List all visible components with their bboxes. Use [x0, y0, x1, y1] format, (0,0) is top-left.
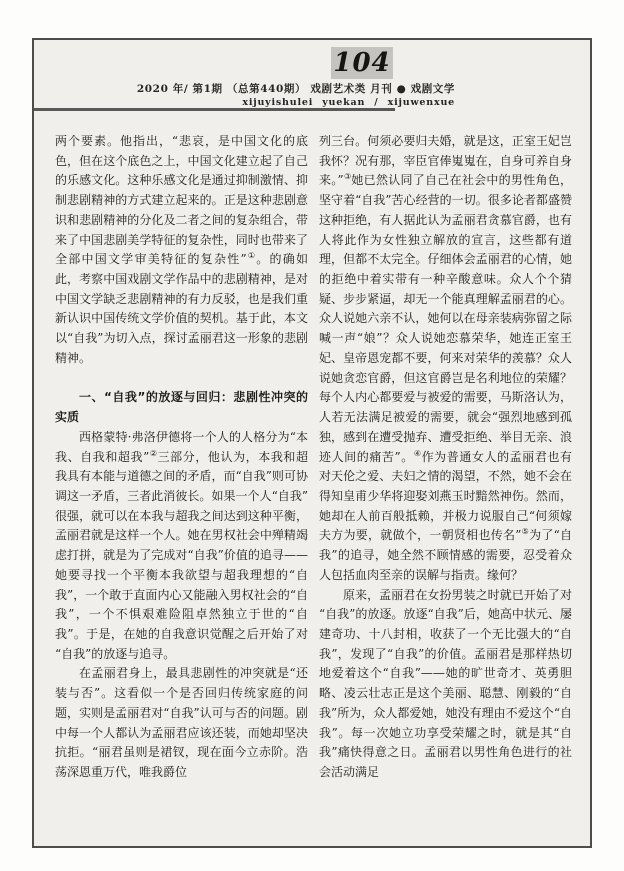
journal-pinyin: xijuyishulei yuekan / xijuwenxue: [242, 97, 455, 108]
header-rule: [34, 108, 395, 111]
paragraph: 在孟丽君身上，最具悲剧性的冲突就是“还装与否”。这看似一个是否回归传统家庭的问题，实则是孟丽君对“自我”认可与否的问题。剧中每一个人都认为孟丽君应该还装，而她却坚决抗拒。“丽君虽则是裙钗，现在面今立赤阶。浩荡深恩重万代，唯我爵位: [55, 666, 308, 779]
footnote-ref: ⑤: [521, 527, 530, 537]
footnote-ref: ③: [343, 172, 352, 182]
footnote-ref: ①: [246, 251, 257, 261]
page-number-badge: [331, 47, 393, 79]
paragraph: 西格蒙特·弗洛伊德将一个人的人格分为“本我、自我和超我”②三部分，他认为，本我和超我具有本能与道德之间的矛盾，而“自我”则可协调这一矛盾，三者此消彼长。如果一个人“自我”很强，就可以在本我与超我之间达到这种平衡，孟丽君就是这样一个人。她在男权社会中殚精竭虑打拼，就是为了完成对“自我”价值的追寻——她要寻找一个平衡本我欲望与超我理想的“自我”，一个敢于直面内心又能融入男权社会的“自我”，一个不惧艰难险阻卓然独立于世的“自我”。于是，在她的自我意识觉醒之后开始了对“自我”的放逐与追寻。: [55, 429, 308, 661]
article-body: [55, 132, 572, 783]
footnote-ref: ④: [413, 448, 422, 458]
footnote-ref: ②: [149, 448, 158, 458]
journal-header: [137, 83, 455, 109]
section-heading: 一、“自我”的放逐与回归：悲剧性冲突的实质: [55, 390, 308, 425]
journal-issue-info: 2020 年/ 第1期 （总第440期） 戏剧艺术类 月刊 ● 戏剧文学: [136, 83, 455, 95]
paragraph: 列三台。何须必要归夫婚，就是这，正室王妃岂我怀？况有那，宰臣官俸嵬嵬在，自身可养自身来。”③她已然认同了自己在社会中的男性角色，坚守着“自我”苦心经营的一切。很多论者都盛赞这种拒绝，有人据此认为孟丽君贪慕官爵，也有人将此作为女性独立解放的宣言，这些都有道理，但都不太完全。仔细体会孟丽君的心情，她的拒绝中着实带有一种辛酸意味。众人个个猜疑、步步紧逼，却无一个能真理解孟丽君的心。众人说她六亲不认，她何以在母亲装病弥留之际喊一声“娘”？众人说她恋慕荣华，她连正室王妃、皇帝恩宠都不要，何来对荣华的羡慕？众人说她贪恋官爵，但这官爵岂是名利地位的荣耀？每个人内心都要爱与被爱的需要，马斯洛认为，人若无法满足被爱的需要，就会“强烈地感到孤独，感到在遭受抛弃、遭受拒绝、举目无亲、浪迹人间的痛苦”。④作为普通女人的孟丽君也有对天伦之爱、夫妇之情的渴望，不然，她不会在得知皇甫少华将迎娶刘燕玉时黯然神伤。然而，她却在人前百般抵赖，并极力说服自己“何须嫁夫方为要，就做个，一朝贤相也传名”⑤为了“自我”的追寻，她全然不顾情感的需要，忍受着众人包括血肉至亲的误解与指责。缘何？: [319, 134, 573, 582]
page-number: 104: [333, 48, 391, 78]
text-column-right: [319, 132, 572, 783]
paragraph: 两个要素。他指出，“悲哀，是中国文化的底色，但在这个底色之上，中国文化建立起了自己的乐感文化。这种乐感文化是通过抑制激情、抑制悲剧精神的方式建立起来的。正是这种悲剧意识和悲剧精神的分化及二者之间的复杂组合，带来了中国悲剧美学特征的复杂性，同时也带来了全部中国文学审美特征的复杂性”①。的确如此，考察中国戏剧文学作品中的悲剧精神，是对中国文学缺乏悲剧精神的有力反驳，也是我们重新认识中国传统文学价值的契机。基于此，本文以“自我”为切入点，探讨孟丽君这一形象的悲剧精神。: [55, 134, 309, 365]
text-column-left: [55, 132, 308, 783]
journal-page: [32, 38, 592, 848]
paragraph: 原来，孟丽君在女扮男装之时就已开始了对“自我”的放逐。放逐“自我”后，她高中状元、屡建奇功、十八封相，收获了一个无比强大的“自我”，发现了“自我”的价值。孟丽君是那样热切地爱着这个“自我”——她的旷世奇才、英勇胆略、凌云壮志正是这个美丽、聪慧、刚毅的“自我”所为，众人都爱她，她没有理由不爱这个“自我”。每一次她立功享受荣耀之时，就是其“自我”痛快得意之日。孟丽君以男性角色进行的社会活动满足: [319, 587, 572, 779]
